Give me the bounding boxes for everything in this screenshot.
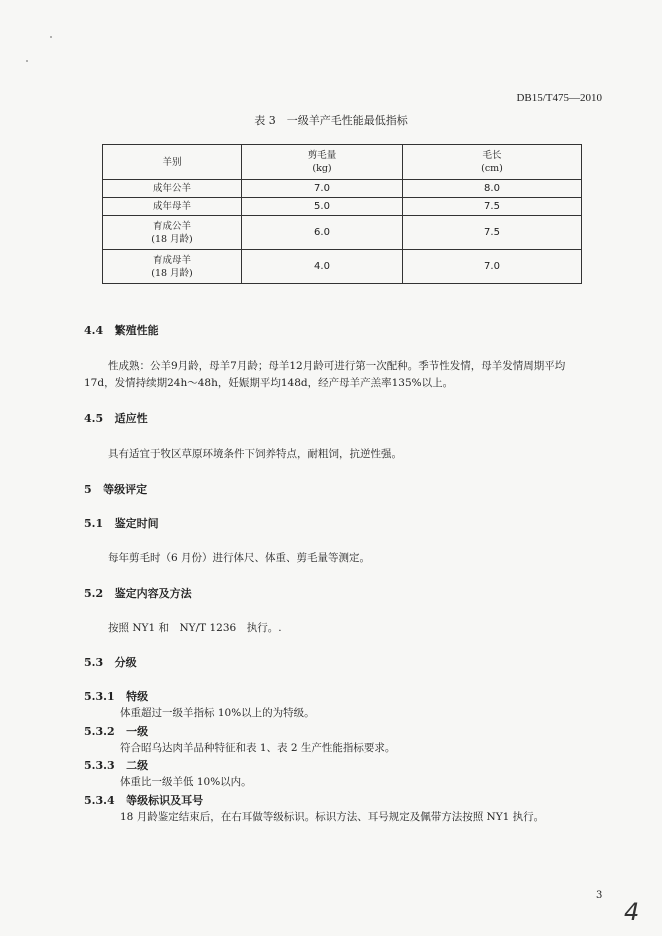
section-5-3-1-heading: 5.3.1 特级 (84, 690, 149, 703)
section-5-3-4-para: 18 月龄鉴定结束后，在右耳做等级标识。标识方法、耳号规定及佩带方法按照 NY1 执行。 (120, 811, 545, 823)
row-length: 7.5 (403, 216, 582, 250)
row-shearing: 5.0 (242, 198, 403, 216)
section-4-5-heading: 4.5 适应性 (84, 412, 148, 425)
section-5-3-heading: 5.3 分级 (84, 656, 137, 669)
document-code: DB15/T475—2010 (516, 92, 602, 104)
wool-performance-table (102, 144, 582, 284)
handwritten-page-mark: 4 (624, 898, 640, 926)
row-category: 育成母羊 (18 月龄) (103, 250, 242, 284)
row-length: 8.0 (403, 180, 582, 198)
section-5-2-heading: 5.2 鉴定内容及方法 (84, 587, 192, 600)
section-5-3-1-para: 体重超过一级羊指标 10%以上的为特级。 (120, 707, 315, 719)
page-number: 3 (596, 890, 603, 901)
section-4-5-para: 具有适宜于牧区草原环境条件下饲养特点，耐粗饲，抗逆性强。 (108, 448, 402, 460)
col-header-shearing: 剪毛量 (kg) (242, 145, 403, 180)
section-5-3-2-heading: 5.3.2 一级 (84, 725, 149, 738)
table-row (103, 250, 582, 284)
table-row (103, 198, 582, 216)
section-5-3-3-para: 体重比一级羊低 10%以内。 (120, 776, 252, 788)
row-shearing: 7.0 (242, 180, 403, 198)
section-5-3-4-heading: 5.3.4 等级标识及耳号 (84, 794, 204, 807)
table-title: 表 3 一级羊产毛性能最低指标 (254, 114, 408, 127)
row-category: 成年公羊 (103, 180, 242, 198)
section-5-3-2-para: 符合昭乌达肉羊品种特征和表 1、表 2 生产性能指标要求。 (120, 742, 396, 754)
row-shearing: 6.0 (242, 216, 403, 250)
section-4-4-para-line1: 性成熟：公羊9月龄，母羊7月龄；母羊12月龄可进行第一次配种。季节性发情，母羊发情周期平均 (108, 360, 566, 372)
table-row (103, 216, 582, 250)
section-5-3-3-heading: 5.3.3 二级 (84, 759, 149, 772)
row-category: 成年母羊 (103, 198, 242, 216)
section-4-4-para-line2: 17d，发情持续期24h～48h，妊娠期平均148d，经产母羊产羔率135%以上。 (84, 377, 454, 389)
table-row (103, 180, 582, 198)
table-header-row (103, 145, 582, 180)
section-5-heading: 5 等级评定 (84, 483, 148, 496)
row-category: 育成公羊 (18 月龄) (103, 216, 242, 250)
section-5-1-para: 每年剪毛时（6 月份）进行体尺、体重、剪毛量等测定。 (108, 552, 371, 564)
section-5-1-heading: 5.1 鉴定时间 (84, 517, 159, 530)
section-5-2-para: 按照 NY1 和 NY/T 1236 执行。. (108, 622, 282, 634)
row-length: 7.0 (403, 250, 582, 284)
row-length: 7.5 (403, 198, 582, 216)
section-4-4-heading: 4.4 繁殖性能 (84, 324, 159, 337)
row-shearing: 4.0 (242, 250, 403, 284)
col-header-length: 毛长 (cm) (403, 145, 582, 180)
col-header-category: 羊别 (103, 145, 242, 180)
